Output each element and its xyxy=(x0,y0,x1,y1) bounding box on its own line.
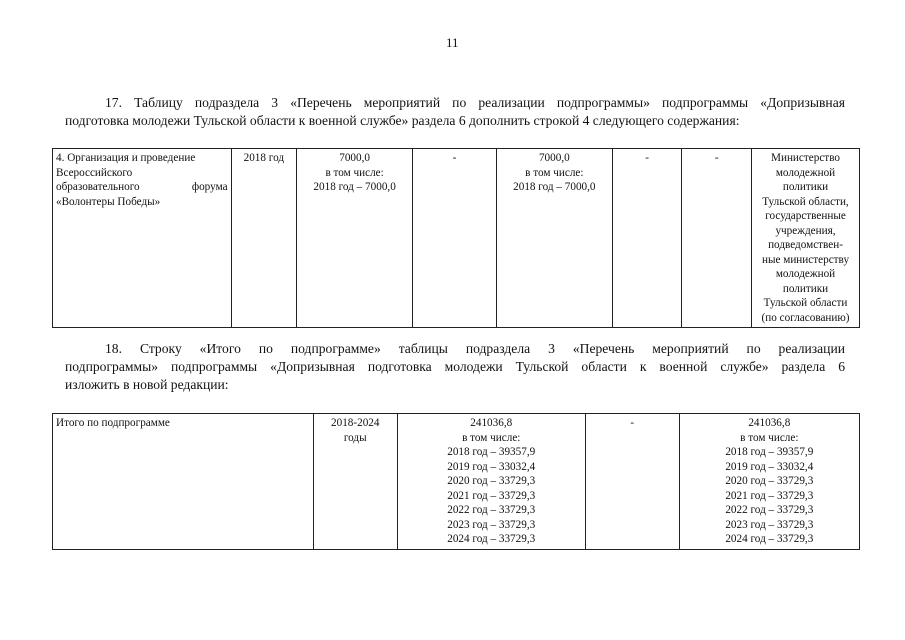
paragraph-line: 17. Таблицу подраздела 3 «Перечень мероприятий по реализации подпрограммы» подпрограммы «Допризывная xyxy=(105,95,845,110)
cell-local-budget: - xyxy=(612,149,682,328)
paragraph-line: 18. Строку «Итого по подпрограмме» таблицы подраздела 3 «Перечень мероприятий по реализации xyxy=(105,341,845,356)
paragraph-line: изложить в новой редакции: xyxy=(65,377,229,392)
table-subprogram-total xyxy=(52,413,860,550)
table-row xyxy=(53,149,860,328)
cell-row-name: Итого по подпрограмме xyxy=(53,414,314,550)
table-row xyxy=(53,414,860,550)
event-name: 4. Организация и проведение Всероссийского образовательного форума «Волонтеры Победы» xyxy=(56,152,228,208)
cell-federal-budget: - xyxy=(585,414,679,550)
cell-regional-budget: 241036,8 в том числе: 2018 год – 39357,9 2019 год – 33032,4 2020 год – 33729,3 2021 год – 33729,3 2022 год – 33729,3 2023 год – 33729,3 2024 год – 33729,3 xyxy=(679,414,859,550)
paragraph-line: подготовка молодежи Тульской области к военной службе» раздела 6 дополнить строкой 4 следующего содержания: xyxy=(65,113,740,128)
cell-period: 2018-2024 годы xyxy=(313,414,397,550)
cell-event-name xyxy=(53,149,232,328)
paragraph-17 xyxy=(65,94,845,130)
page-number: 11 xyxy=(446,35,459,50)
cell-total-funding: 7000,0 в том числе: 2018 год – 7000,0 xyxy=(297,149,413,328)
paragraph-18 xyxy=(65,340,845,394)
cell-period: 2018 год xyxy=(231,149,297,328)
cell-federal-budget: - xyxy=(413,149,497,328)
table-add-row-4 xyxy=(52,148,860,328)
cell-other-sources: - xyxy=(682,149,752,328)
cell-total-funding: 241036,8 в том числе: 2018 год – 39357,9 2019 год – 33032,4 2020 год – 33729,3 2021 год – 33729,3 2022 год – 33729,3 2023 год – 33729,3 2024 год – 33729,3 xyxy=(397,414,585,550)
cell-regional-budget: 7000,0 в том числе: 2018 год – 7000,0 xyxy=(496,149,612,328)
cell-executor: Министерство молодежной политики Тульской области, государственные учреждения, подведомствен- ные министерству молодежной политики Тульской области (по согласованию) xyxy=(752,149,860,328)
paragraph-line: подпрограммы» подпрограммы «Допризывная подготовка молодежи Тульской области к военной службе» раздела 6 xyxy=(65,359,845,374)
